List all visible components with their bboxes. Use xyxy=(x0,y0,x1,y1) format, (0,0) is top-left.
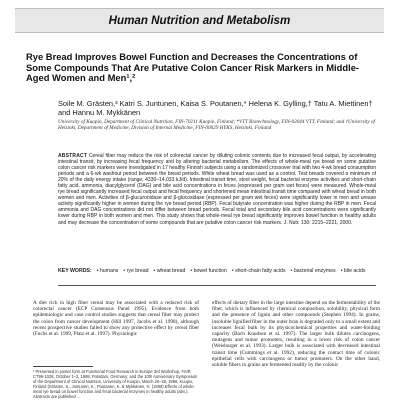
abstract xyxy=(58,153,376,226)
abstract-citation: J. Nutr. 130: 2215–2221, 2000. xyxy=(283,219,353,226)
keyword: • bowel function xyxy=(190,268,226,275)
section-heading: Human Nutrition and Metabolism xyxy=(108,14,291,27)
keywords-label: KEY WORDS: xyxy=(58,268,92,274)
author-list: Soile M. Grästen,³ Katri S. Juntunen, Kaisa S. Poutanen,* Helena K. Gylling,† Tatu A. Miettinen† and Hannu M. Mykkänen xyxy=(58,99,373,117)
body-column-right: effects of dietary fiber in the large intestine depend on the fermentability of the fiber, which is influenced by chemical composition, solubility, physical form and the presence of lignin and other compounds (Stephen 1994). In grains, insoluble lignified fiber in the outer bran is degraded only to a small extent and increases fecal bulk by its physicochemical properties and water-holding capacity (Bach Knudsen et al. 1997). The larger bulk dilutes carcinogens, mutagens and tumor promoters, resulting in a lower risk of colon cancer (Weisburger et al. 1993). Larger bulk is associated with decreased intestinal transit time (Cummings et al. 1992), reducing the contact time of colonic epithelial cells with carcinogens or tumor promoters. On the other hand, soluble fibers in grains are fermented readily by the colonic xyxy=(212,300,380,369)
footnote: ¹ Presented in poster form at Functional Food Research in Europe 3rd Workshop, FAIR CT96-1028, October 1–2, 1998, Potsdam, Germany; and the 10th Anniversary Symposium of the Department of Clinical Nutrition, University of Kuopio, March 26–28, 1998, Kuopio, Finland [Grästen, S., Juntunen, K., Poutanen, K. & Mykkänen, H. (1998) Effects of whole-meal rye bread on bowel function and fecal bacterial enzymes in healthy adults (abs.). Abstracts are published ... xyxy=(33,369,198,399)
section-divider xyxy=(58,285,376,286)
keyword: • wheat bread xyxy=(154,268,186,275)
author-affiliations: University of Kuopio, Department of Clinical Nutrition, FIN-70211 Kuopio, Finland; *VTT Biotechnology, FIN-02044 VTT, Finland; and †University of Helsinki, Department of Medicine, Division of Internal Medicine, FIN-00029 HYKS, Helsinki, Finland xyxy=(58,119,375,132)
keyword: • humans xyxy=(97,268,119,275)
body-column-left: A diet rich in high fiber cereal may be associated with a reduced risk of colorectal cancer (ECP Consensus Panel 1995). Evidence from both epidemiologic and case control studies suggests that cereal fiber may protect the colon from cancer development (Hill 1997, Jacobs et al. 1998), although recent prospective studies failed to show any protective effect by cereal fiber (Fuchs et al. 1999, Platz et al. 1997). Physiologic xyxy=(33,300,199,338)
keyword: • rye bread xyxy=(123,268,148,275)
keyword: • bile acids xyxy=(341,268,366,275)
article-title: Rye Bread Improves Bowel Function and Decreases the Concentrations of Some Compounds That Are Putative Colon Cancer Risk Markers in Middle-Aged Women and Men¹,² xyxy=(26,51,360,84)
section-heading-banner xyxy=(15,8,384,33)
abstract-text: Cereal fiber may reduce the risk of colorectal cancer by diluting colonic contents due to increased fecal output, by accelerating intestinal transit, by increasing fecal frequency and by altering bacterial metabolism. The effects of whole-meal rye bread on some putative colon cancer risk markers were investigated in 17 healthy Finnish subjects using a randomized crossover trial with two 4-wk bread consumption periods and a 6-wk washout period between the bread periods. White wheat bread was used as a control. Test breads covered a minimum of 20% of the daily energy intake (range, 4330–14,033 kJ/d). Intestinal transit time, stool weight, fecal bacterial enzyme activities and short-chain fatty acid, ammonia, diacylglycerol (DAG) and bile acid concentrations in feces (expressed per gram wet feces) were measured. Whole-meal rye bread significantly increased fecal output and fecal frequency and shortened mean intestinal transit time compared with wheat bread in both women and men. Activities of β-glucuronidase and β-glucosidase (expressed per gram wet feces) were significantly lower in men and urease activity significantly higher in women during the rye bread period (RBP). Fecal butyrate concentration was higher during the RBP in men. Fecal ammonia and DAG concentrations did not differ between bread periods. Fecal total and secondary bile acid concentrations were significantly lower during RBP in both women and men. This study shows that whole-meal rye bread significantly improves bowel function in healthy adults and may decrease the concentration of some compounds that are putative colon cancer risk markers. xyxy=(58,153,376,226)
keywords xyxy=(58,268,376,275)
abstract-label: ABSTRACT xyxy=(58,153,88,159)
keyword: • bacterial enzymes xyxy=(291,268,336,275)
footnote-divider xyxy=(33,366,93,367)
keyword: • short-chain fatty acids xyxy=(232,268,286,275)
